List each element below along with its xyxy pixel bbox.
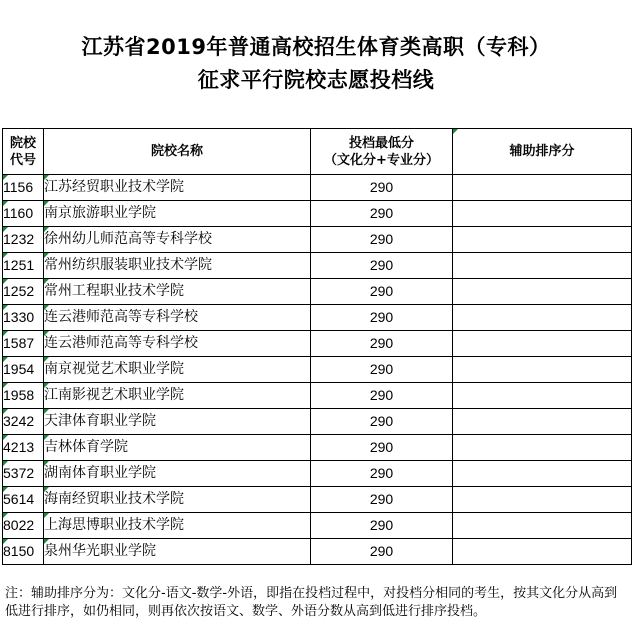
- school-name: 南京旅游职业学院: [44, 205, 156, 221]
- table-row: [3, 305, 632, 331]
- min-score-cell: 290: [311, 487, 453, 513]
- school-name-cell: [44, 253, 311, 279]
- min-score-cell: 290: [311, 253, 453, 279]
- aux-sort-score-cell: [453, 513, 632, 539]
- cell-marker-icon: [3, 201, 8, 206]
- table-header-row: [3, 129, 632, 175]
- cell-marker-icon: [44, 331, 49, 336]
- table-row: [3, 253, 632, 279]
- school-code-cell: [3, 357, 44, 383]
- cell-marker-icon: [453, 129, 458, 134]
- school-code: 1587: [3, 335, 35, 351]
- table-row: [3, 487, 632, 513]
- school-name: 海南经贸职业技术学院: [44, 491, 184, 507]
- school-name-cell: [44, 331, 311, 357]
- school-name-cell: [44, 487, 311, 513]
- school-code-cell: [3, 487, 44, 513]
- school-name: 南京视觉艺术职业学院: [44, 361, 184, 377]
- min-score-cell: 290: [311, 305, 453, 331]
- table-body: [3, 175, 632, 565]
- cell-marker-icon: [44, 487, 49, 492]
- school-code-cell: [3, 539, 44, 565]
- school-name: 江苏经贸职业技术学院: [44, 179, 184, 195]
- table-row: [3, 461, 632, 487]
- min-score-cell: 290: [311, 461, 453, 487]
- school-name-cell: [44, 279, 311, 305]
- aux-sort-score-cell: [453, 461, 632, 487]
- header-min-score-line2: （文化分+专业分）: [324, 152, 439, 168]
- aux-sort-score-cell: [453, 487, 632, 513]
- school-name: 天津体育职业学院: [44, 413, 156, 429]
- table-row: [3, 175, 632, 201]
- school-code-cell: [3, 279, 44, 305]
- table-row: [3, 357, 632, 383]
- school-code-cell: [3, 305, 44, 331]
- school-code-cell: [3, 383, 44, 409]
- school-code: 1954: [3, 361, 35, 377]
- table-row: [3, 435, 632, 461]
- school-code: 4213: [3, 439, 35, 455]
- header-min-score-line1: 投档最低分: [348, 135, 414, 151]
- school-code-cell: [3, 201, 44, 227]
- header-school-name: 院校名称: [44, 129, 311, 175]
- school-name: 徐州幼儿师范高等专科学校: [44, 231, 212, 247]
- min-score-cell: 290: [311, 201, 453, 227]
- school-code: 1252: [3, 283, 35, 299]
- min-score-cell: 290: [311, 279, 453, 305]
- cell-marker-icon: [3, 539, 8, 544]
- cell-marker-icon: [44, 305, 49, 310]
- school-code-cell: [3, 513, 44, 539]
- min-score-cell: 290: [311, 539, 453, 565]
- cell-marker-icon: [44, 539, 49, 544]
- aux-sort-score-cell: [453, 279, 632, 305]
- cell-marker-icon: [44, 409, 49, 414]
- school-name-cell: [44, 201, 311, 227]
- school-code: 8150: [3, 543, 35, 559]
- school-code: 5372: [3, 465, 35, 481]
- cell-marker-icon: [3, 357, 8, 362]
- table-row: [3, 227, 632, 253]
- min-score-cell: 290: [311, 435, 453, 461]
- page-subtitle: 征求平行院校志愿投档线: [197, 68, 435, 92]
- cell-marker-icon: [3, 227, 8, 232]
- school-name: 泉州华光职业学院: [44, 543, 156, 559]
- cell-marker-icon: [44, 279, 49, 284]
- school-name-cell: [44, 513, 311, 539]
- table-row: [3, 409, 632, 435]
- school-name: 常州纺织服装职业技术学院: [44, 257, 212, 273]
- cell-marker-icon: [44, 175, 49, 180]
- school-name-cell: [44, 175, 311, 201]
- school-name-cell: [44, 227, 311, 253]
- cell-marker-icon: [3, 461, 8, 466]
- school-code: 1251: [3, 257, 35, 273]
- school-name-cell: [44, 357, 311, 383]
- cell-marker-icon: [3, 279, 8, 284]
- school-code: 3242: [3, 413, 35, 429]
- min-score-cell: 290: [311, 357, 453, 383]
- min-score-cell: 290: [311, 513, 453, 539]
- aux-sort-score-cell: [453, 409, 632, 435]
- min-score-cell: 290: [311, 331, 453, 357]
- cell-marker-icon: [3, 409, 8, 414]
- admission-score-table: [2, 128, 632, 565]
- aux-sort-score-cell: [453, 201, 632, 227]
- cell-marker-icon: [3, 331, 8, 336]
- school-code-cell: [3, 253, 44, 279]
- school-name-cell: [44, 435, 311, 461]
- cell-marker-icon: [3, 175, 8, 180]
- school-code-cell: [3, 409, 44, 435]
- cell-marker-icon: [44, 513, 49, 518]
- school-name: 湖南体育职业学院: [44, 465, 156, 481]
- min-score-cell: 290: [311, 175, 453, 201]
- aux-sort-score-cell: [453, 227, 632, 253]
- school-name: 连云港师范高等专科学校: [44, 335, 198, 351]
- school-name-cell: [44, 409, 311, 435]
- cell-marker-icon: [3, 513, 8, 518]
- school-name: 上海思博职业技术学院: [44, 517, 184, 533]
- school-code: 5614: [3, 491, 35, 507]
- header-aux-sort-score: [453, 129, 632, 175]
- school-name-cell: [44, 383, 311, 409]
- page-title: 江苏省2019年普通高校招生体育类高职（专科）: [81, 35, 551, 59]
- aux-sort-score-cell: [453, 383, 632, 409]
- school-name-cell: [44, 305, 311, 331]
- school-code-cell: [3, 331, 44, 357]
- footnote: 注：辅助排序分为：文化分-语文-数学-外语，即指在投档过程中，对投档分相同的考生，按其文化分从高到低进行排序，如仍相同，则再依次按语文、数学、外语分数从高到低进行排序投档。: [5, 586, 618, 619]
- cell-marker-icon: [3, 487, 8, 492]
- table-row: [3, 383, 632, 409]
- header-aux-sort-score-label: 辅助排序分: [509, 144, 575, 159]
- header-school-code: [3, 129, 44, 175]
- cell-marker-icon: [44, 227, 49, 232]
- cell-marker-icon: [3, 383, 8, 388]
- school-code: 1330: [3, 309, 35, 325]
- school-code-cell: [3, 227, 44, 253]
- cell-marker-icon: [44, 201, 49, 206]
- table-row: [3, 201, 632, 227]
- table-row: [3, 279, 632, 305]
- school-name-cell: [44, 539, 311, 565]
- min-score-cell: 290: [311, 383, 453, 409]
- cell-marker-icon: [3, 305, 8, 310]
- aux-sort-score-cell: [453, 357, 632, 383]
- school-name-cell: [44, 461, 311, 487]
- table-row: [3, 513, 632, 539]
- min-score-cell: 290: [311, 409, 453, 435]
- cell-marker-icon: [3, 253, 8, 258]
- aux-sort-score-cell: [453, 253, 632, 279]
- cell-marker-icon: [44, 383, 49, 388]
- school-code-cell: [3, 175, 44, 201]
- school-name: 吉林体育学院: [44, 439, 128, 455]
- header-school-code-line1: 院校: [9, 135, 36, 151]
- school-name: 连云港师范高等专科学校: [44, 309, 198, 325]
- aux-sort-score-cell: [453, 305, 632, 331]
- aux-sort-score-cell: [453, 331, 632, 357]
- header-school-code-line2: 代号: [9, 152, 36, 168]
- school-code: 1958: [3, 387, 35, 403]
- aux-sort-score-cell: [453, 539, 632, 565]
- cell-marker-icon: [44, 357, 49, 362]
- aux-sort-score-cell: [453, 435, 632, 461]
- table-row: [3, 539, 632, 565]
- school-code-cell: [3, 461, 44, 487]
- school-code: 1160: [3, 205, 34, 221]
- header-min-score: [311, 129, 453, 175]
- cell-marker-icon: [3, 435, 8, 440]
- min-score-cell: 290: [311, 227, 453, 253]
- cell-marker-icon: [44, 461, 49, 466]
- cell-marker-icon: [44, 435, 49, 440]
- school-name: 江南影视艺术职业学院: [44, 387, 184, 403]
- school-code: 8022: [3, 517, 35, 533]
- aux-sort-score-cell: [453, 175, 632, 201]
- school-name: 常州工程职业技术学院: [44, 283, 184, 299]
- table-row: [3, 331, 632, 357]
- school-code: 1232: [3, 231, 35, 247]
- school-code-cell: [3, 435, 44, 461]
- school-code: 1156: [3, 179, 34, 195]
- cell-marker-icon: [44, 253, 49, 258]
